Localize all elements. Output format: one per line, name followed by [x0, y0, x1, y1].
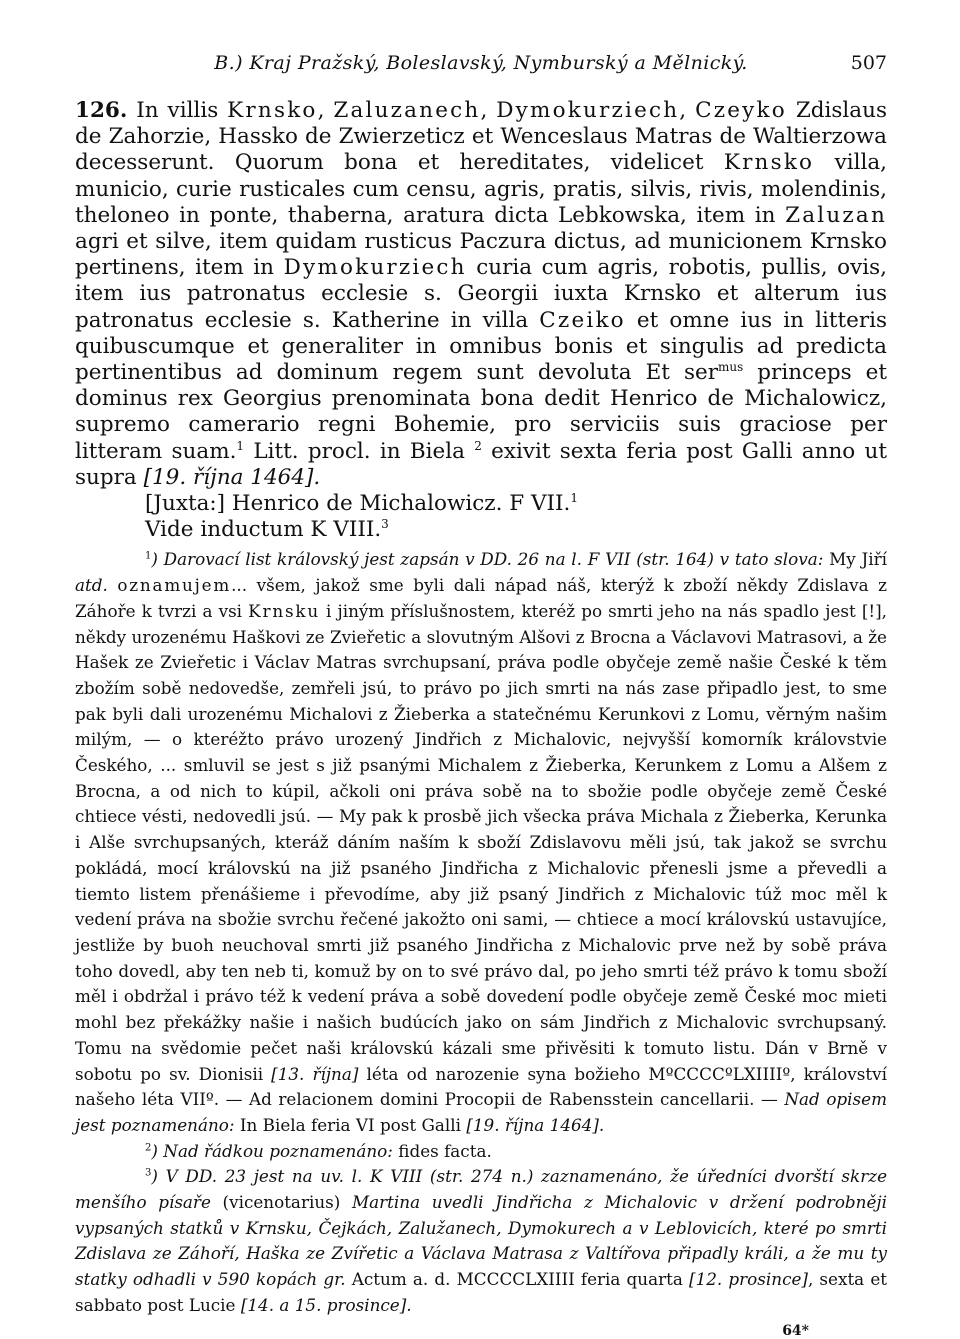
footnote-text: In Biela feria VI post Galli — [234, 1114, 467, 1135]
footnote-text: ... všem, jakož sme byli dali nápad náš, kterýž k zboží někdy Zdislava z Záhoře k tvrzi a vsi — [75, 575, 887, 621]
footnote-text: i jiným příslušnostem, kteréž po smrti jeho na nás spadlo jest [!], někdy urozenému Haškovi ze Zvieřetic a slovutným Alšovi z Brocna a Václavovi Matrasovi, a že Hašek ze Zvieřetic i Václav Matras svrchupsaní, práva podle obyčeje země našie České k těm zbožím sobě nedovedše, zemřeli jsú, to právo po jich smrti na nás zase připadlo jest, to sme pak byli dali urozenému Michalovi z Žieberka a statečnému Kerunkovi z Lomu, věrným našim milým, — o kteréžto právo urozený Jindřich z Michalovic, nejvyšší komorník královstvie Českého, ... smluvil se jest s již psanými Michalem z Žieberka, Kerunkem z Lomu a Alšem z Brocna, a od nich to kúpil, ačkoli oni práva sobě na to sbožie podle obyčeje země České chtiece vésti, nedovedli jsú. — My pak k prosbě jich všecka práva Michala z Žieberka, Kerunka i Alše svrchupsaných, kteráž dáním naším k sboží Zdislavovu měli jsú, tak jakož se svrchu pokládá, mocí královskú na již psaného Jindřicha z Michalovic přenesli jsme a převedli a tiemto listem přenášieme i převodíme, aby již psaný Jindřich z Michalovic túž moc měl k vedení práva na sbožie svrchu řečené jakožto oni sami, — chtiece a mocí královskú ustavujíce, jestliže by buoh neuchoval smrti již psaného Jindřicha z Michalovic prve než by sobě práva toho dovedl, aby ten neb ti, komuž by on to své právo dal, po jeho smrti též právo k tomu sboží měl i obdržal i právo též k vedení práva a sobě dovedení podle obyčeje země České moc mieti mohl bez překážky našie i našich budúcích jako on sám Jindřich z Michalovic svrchupsaný. Tomu na svědomie pečet naši královskú kázali sme přivěsiti k tomuto listu. Dán v Brně v sobotu po sv. Dionisii — [75, 600, 888, 1084]
footnote-text — [108, 575, 118, 595]
footnote-text: ) Nad řádkou poznamenáno: — [151, 1140, 393, 1161]
place-name: Krnsko — [227, 98, 318, 123]
place-name: Dymokurziech — [496, 98, 680, 123]
place-name: Krnsko — [723, 150, 815, 176]
footnote-ref-3: 3 — [381, 517, 389, 532]
entry-text: agri et silve, item quidam rusticus Paczura dictus, ad municionem Krnsko pertinens, item in — [75, 229, 887, 281]
entry-text: curia cum agris, robotis, pullis, ovis, item ius patronatus ecclesie s. Georgii iuxta Krnsko et alterum ius patronatus ecclesie s. Katherine in villa — [75, 255, 888, 333]
footnote-text: Martina uvedli Jindřicha z Michalovic v držení podrobněji vypsaných statků v Krnsku, Čejkách, Zalužanech, Dymokurech a v Leblovicích, které po smrti Zdislava ze Záhoří, Haška ze Zvířetic a Václava Matrasa z Valtířova připadly králi, a že mu ty statky odhadli v 590 kopách gr. — [75, 1192, 887, 1290]
page-number: 507 — [850, 52, 887, 74]
footnote-text: atd. — [75, 575, 108, 596]
editorial-date: [14. a 15. prosince]. — [240, 1294, 412, 1315]
footnote-text: léta od narozenie syna božieho MºCCCCºLXIIIIº, království našeho léta VIIº. — Ad relacionem domini Procopii de Rabensstein cancellarii. — — [75, 1063, 887, 1110]
sheet-signature: 64* — [782, 1322, 809, 1339]
running-title: B.) Kraj Pražský, Boleslavský, Nymburský a Mělnický. — [214, 52, 748, 74]
vide-line — [75, 517, 887, 543]
entry-text: exivit sexta feria post Galli anno ut supra — [75, 438, 887, 490]
footnote-text: oznamujem — [117, 575, 232, 596]
place-name: Dymokurziech — [283, 255, 467, 281]
footnote-1 — [75, 547, 887, 1138]
entry-text: et omne ius in litteris quibuscumque et generaliter in omnibus bonis et singulis ad predicta pertinentibus ad dominum regem sunt devoluta Et ser — [75, 307, 888, 386]
entry-text: Litt. procl. in Biela — [244, 438, 475, 464]
footnotes — [75, 547, 887, 1318]
entry-text: In villis — [127, 98, 228, 123]
entry-text: Zdislaus de Zahorzie, Hassko de Zwierzeticz et Wenceslaus Matras de Waltierzowa decesserunt. Quorum bona et hereditates, videlicet — [75, 98, 888, 176]
entry-text: , — [480, 98, 497, 123]
juxta-line — [75, 491, 887, 517]
footnote-text: ) V DD. 23 jest na uv. l. K VIII (str. 274 n.) zaznamenáno, že úředníci dvorští skrze menšího písaře — [75, 1166, 887, 1213]
footnote-text: , sexta et sabbato post Lucie — [75, 1269, 888, 1315]
document-page — [75, 50, 887, 1339]
entry-text: Vide inductum K VIII. — [145, 517, 382, 543]
entry-126-text — [75, 98, 887, 491]
entry-text: Henrico de Michalowicz. F VII. — [225, 491, 571, 517]
entry-number: 126. — [75, 98, 128, 123]
footnote-text: Actum a. d. MCCCCLXIIII feria quarta — [345, 1269, 690, 1290]
place-name: Zaluzan — [785, 202, 887, 228]
footnote-mark: 2 — [145, 1142, 152, 1154]
footnote-mark: 1 — [145, 550, 152, 562]
footnote-2 — [75, 1139, 887, 1165]
editorial-date: [19. října 1464]. — [466, 1114, 605, 1135]
editorial-date: [19. října 1464]. — [143, 464, 321, 490]
superscript: mus — [718, 359, 744, 374]
place-name: Zaluzanech — [333, 98, 481, 123]
place-name: Krnsku — [248, 600, 320, 621]
footnote-ref-1: 1 — [236, 438, 245, 453]
footnote-text: ) Darovací list královský jest zapsán v DD. 26 na l. F VII (str. 164) v tato slova: — [151, 549, 824, 570]
footnote-text: (vicenotarius) — [210, 1192, 352, 1213]
entry-text: villa, municio, curie rusticales cum censu, agris, pratis, silvis, rivis, molendinis, theloneo in ponte, thaberna, aratura dicta Lebkowska, item in — [75, 150, 887, 228]
editorial-date: [12. prosince] — [689, 1269, 808, 1290]
footnote-ref-2: 2 — [474, 438, 482, 453]
running-head — [75, 50, 887, 84]
editorial-note: [Juxta:] — [145, 491, 226, 517]
editorial-date: [13. října] — [271, 1063, 359, 1084]
footnote-mark: 3 — [145, 1167, 152, 1179]
entry-text: , — [317, 98, 334, 123]
footnote-ref-1: 1 — [570, 490, 578, 505]
place-name: Czeiko — [539, 307, 626, 333]
entry-text: , — [679, 98, 696, 123]
footnote-text: Nad opisem jest poznamenáno: — [75, 1089, 887, 1135]
footnote-3 — [75, 1164, 887, 1318]
footnote-text: My Jiří — [823, 549, 887, 570]
entry-text: princeps et dominus rex Georgius prenominata bona dedit Henrico de Michalowicz, supremo camerario regni Bohemie, pro serviciis suis graciose per litteram suam. — [75, 360, 887, 464]
footnote-text: fides facta. — [392, 1140, 492, 1161]
place-name: Czeyko — [695, 98, 787, 123]
